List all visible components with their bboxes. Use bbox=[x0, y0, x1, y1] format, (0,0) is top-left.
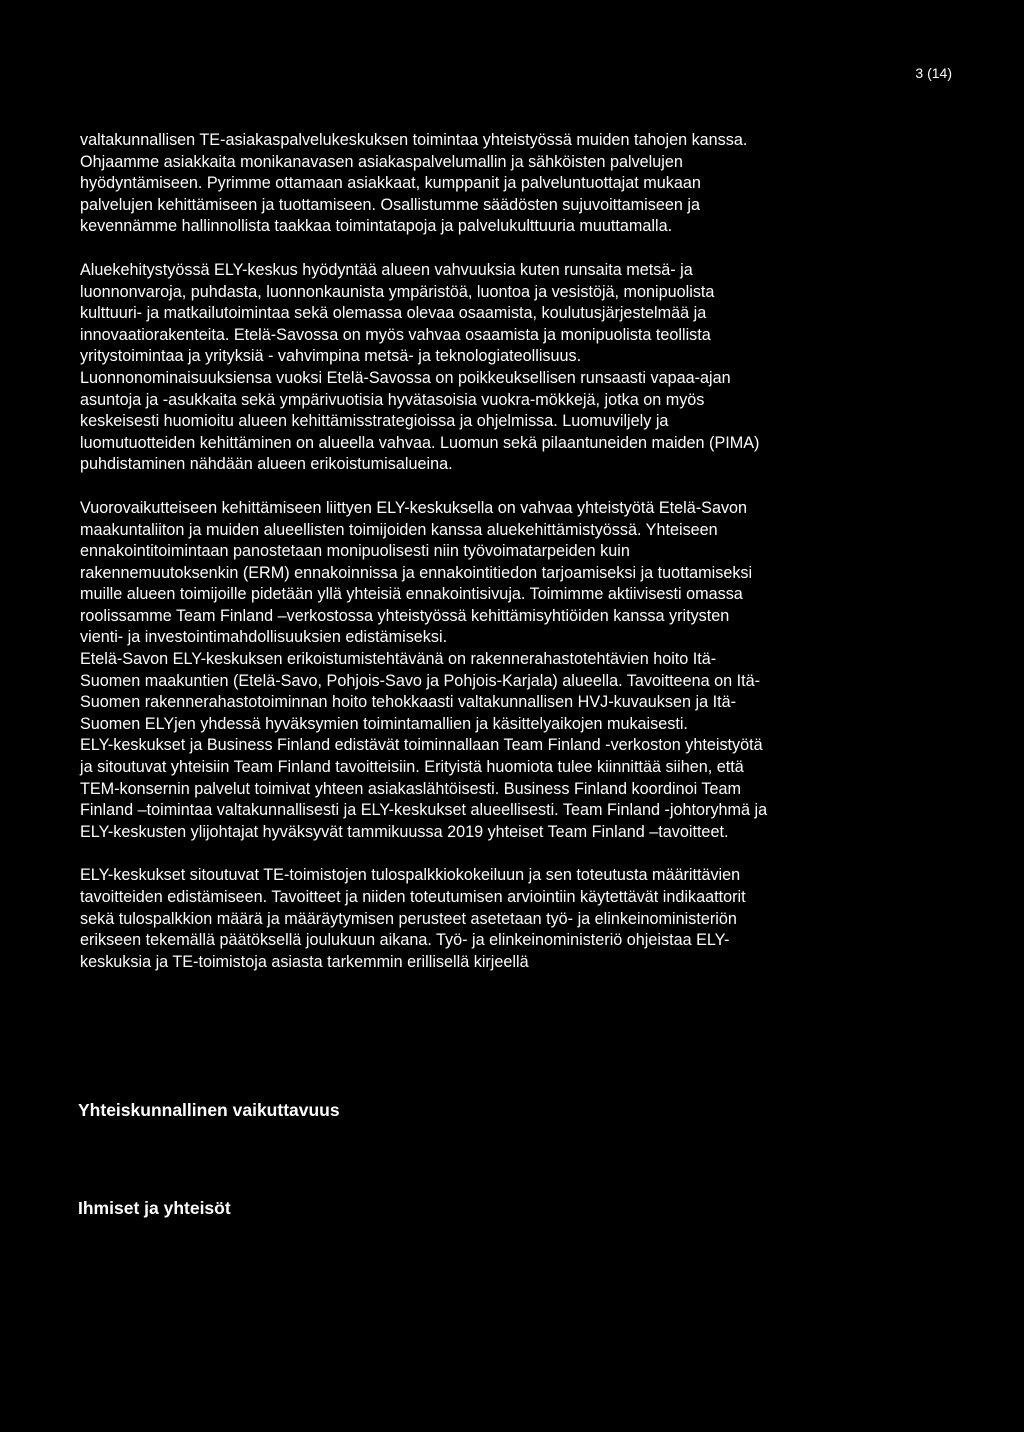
paragraph-interactive-development: Vuorovaikutteiseen kehittämiseen liittyen ELY-keskuksella on vahvaa yhteistyötä Etelä-Savon maakuntaliiton ja muiden alueellisten toimijoiden kanssa aluekehittämistyössä. Yhteiseen ennakointitoimintaan panostetaan monipuolisesti niin työvoimatarpeiden kuin rakennemuutoksenkin (ERM) ennakoinnissa ja ennakointitiedon tarjoamiseksi ja tuottamiseksi muille alueen toimijoille pidetään yllä yhteisiä ennakointisivuja. Toimimme aktiivisesti omassa roolissamme Team Finland –verkostossa yhteistyössä kehittämisyhtiöiden kanssa yritysten vienti- ja investointimahdollisuuksien edistämiseksi. Etelä-Savon ELY-keskuksen erikoistumistehtävänä on rakennerahastotehtävien hoito Itä- Suomen maakuntien (Etelä-Savo, Pohjois-Savo ja Pohjois-Karjala) alueella. Tavoitteena on Itä- Suomen rakennerahastotoiminnan hoito tehokkaasti valtakunnallisen HVJ-kuvauksen ja Itä- Suomen ELYjen yhdessä hyväksymien toimintamallien ja käsittelyaikojen mukaisesti. ELY-keskukset ja Business Finland edistävät toiminnallaan Team Finland -verkoston yhteistyötä ja sitoutuvat yhteisiin Team Finland tavoitteisiin. Erityistä huomiota tulee kiinnittää siihen, että TEM-konsernin palvelut toimivat yhteen asiakaslähtöisesti. Business Finland koordinoi Team Finland –toimintaa valtakunnallisesti ja ELY-keskukset alueellisesti. Team Finland -johtoryhmä ja ELY-keskusten ylijohtajat hyväksyvät tammikuussa 2019 yhteiset Team Finland –tavoitteet. bbox=[80, 498, 768, 841]
body-text bbox=[80, 130, 946, 973]
section-heading-people-communities: Ihmiset ja yhteisöt bbox=[78, 1198, 231, 1218]
page-number: 3 (14) bbox=[915, 65, 952, 81]
paragraph-regional-development: Aluekehitystyössä ELY-keskus hyödyntää alueen vahvuuksia kuten runsaita metsä- ja luonnonvaroja, puhdasta, luonnonkaunista ympäristöä, luontoa ja vesistöjä, monipuolista kulttuuri- ja matkailutoimintaa sekä olemassa olevaa osaamista, koulutusjärjestelmää ja innovaatiorakenteita. Etelä-Savossa on myös vahvaa osaamista ja monipuolista teollista yritystoimintaa ja yrityksiä - vahvimpina metsä- ja teknologiateollisuus. Luonnonominaisuuksiensa vuoksi Etelä-Savossa on poikkeuksellisen runsaasti vapaa-ajan asuntoja ja -asukkaita sekä ympärivuotisia hyvätasoisia vuokra-mökkejä, jotka on myös keskeisesti huomioitu alueen kehittämisstrategioissa ja ohjelmissa. Luomuviljely ja luomutuotteiden kehittäminen on alueella vahvaa. Luomun sekä pilaantuneiden maiden (PIMA) puhdistaminen nähdään alueen erikoistumisalueina. bbox=[80, 260, 760, 474]
paragraph-customer-service: valtakunnallisen TE-asiakaspalvelukeskuksen toimintaa yhteistyössä muiden tahojen kanssa. Ohjaamme asiakkaita monikanavasen asiakaspalvelumallin ja sähköisten palvelujen hyödyntämiseen. Pyrimme ottamaan asiakkaat, kumppanit ja palveluntuottajat mukaan palvelujen kehittämiseen ja tuottamiseen. Osallistumme säädösten sujuvoittamiseen ja kevennämme hallinnollista taakkaa toimintatapoja ja palvelukulttuuria muuttamalla. bbox=[80, 131, 748, 236]
section-heading-societal-impact: Yhteiskunnallinen vaikuttavuus bbox=[78, 1100, 340, 1120]
paragraph-performance-bonus: ELY-keskukset sitoutuvat TE-toimistojen tulospalkkiokokeiluun ja sen toteutusta määrittävien tavoitteiden edistämiseen. Tavoitteet ja niiden toteutumisen arviointiin käytettävät indikaattorit sekä tulospalkkion määrä ja määräytymisen perusteet asetetaan työ- ja elinkeinoministeriön erikseen tekemällä päätöksellä joulukuun aikana. Työ- ja elinkeinoministeriö ohjeistaa ELY- keskuksia ja TE-toimistoja asiasta tarkemmin erillisellä kirjeellä bbox=[80, 866, 746, 971]
